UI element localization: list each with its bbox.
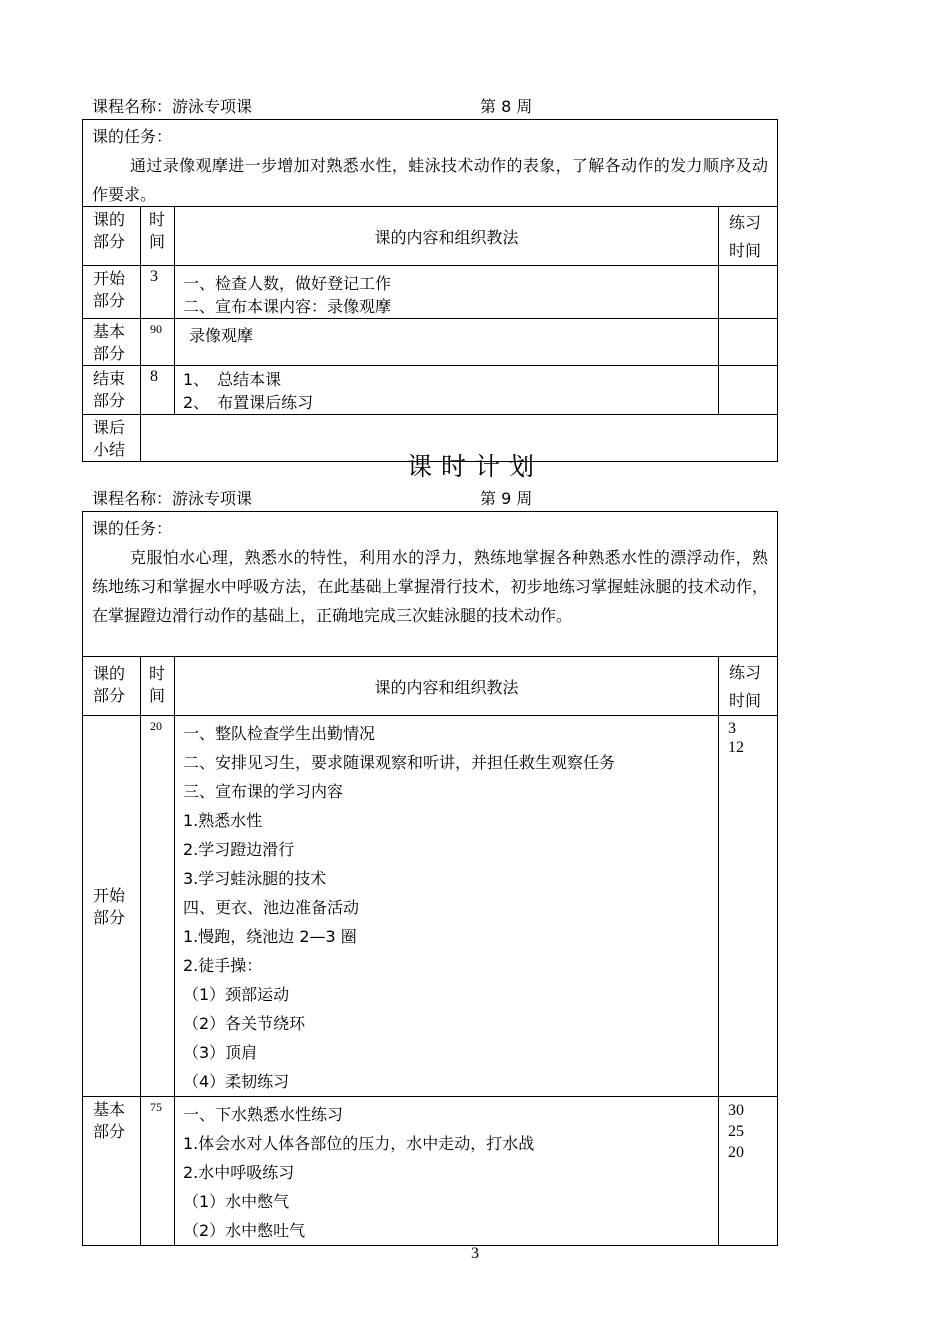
row-content: 一、检查人数，做好登记工作 二、宣布本课内容：录像观摩 <box>175 266 719 319</box>
head-time: 时 间 <box>141 207 175 266</box>
table-header-row <box>83 207 778 266</box>
head-content: 课的内容和组织教法 <box>175 207 719 266</box>
row-time: 20 <box>141 716 175 1097</box>
row-practice: 3 12 <box>719 716 778 1097</box>
task-box-week9 <box>82 511 778 657</box>
head-content: 课的内容和组织教法 <box>175 657 719 716</box>
course-name-week8: 课程名称：游泳专项课 <box>92 97 253 116</box>
table-row <box>83 266 778 319</box>
page-number: 3 <box>471 1245 479 1262</box>
head-practice: 练习 时间 <box>719 207 778 266</box>
table-row <box>83 366 778 415</box>
row-content: 一、下水熟悉水性练习 1.体会水对人体各部位的压力，水中走动，打水战 2.水中呼吸练习 （1）水中憋气 （2）水中憋吐气 <box>175 1097 719 1246</box>
row-practice <box>719 319 778 366</box>
row-practice <box>719 366 778 415</box>
head-time: 时 间 <box>141 657 175 716</box>
lesson-table-week8 <box>82 206 778 462</box>
row-content: 录像观摩 <box>175 319 719 366</box>
course-name-week9: 课程名称：游泳专项课 <box>92 489 253 508</box>
task-text: 克服怕水心理，熟悉水的特性，利用水的浮力，熟练地掌握各种熟悉水性的漂浮动作，熟练地练习和掌握水中呼吸方法，在此基础上掌握滑行技术，初步地练习掌握蛙泳腿的技术动作，在掌握蹬边滑行动作的基础上，正确地完成三次蛙泳腿的技术动作。 <box>92 548 768 625</box>
task-text: 通过录像观摩进一步增加对熟悉水性，蛙泳技术动作的表象，了解各动作的发力顺序及动作要求。 <box>92 156 768 204</box>
row-part: 开始 部分 <box>83 266 141 319</box>
row-practice <box>719 266 778 319</box>
row-time: 3 <box>141 266 175 319</box>
table-row-basic <box>83 1097 778 1246</box>
task-box-week8 <box>82 119 778 207</box>
row-content: 一、整队检查学生出勤情况 二、安排见习生，要求随课观察和听讲，并担任救生观察任务 三、宣布课的学习内容 1.熟悉水性 2.学习蹬边滑行 3.学习蛙泳腿的技术 四、更衣、池边准备活动 1.慢跑，绕池边 2—3 圈 2.徒手操： （1）颈部运动 （2）各关节绕环 （3）顶肩 （4）柔韧练习 <box>175 716 719 1097</box>
head-part: 课的 部分 <box>83 207 141 266</box>
row-practice: 30 25 20 <box>719 1097 778 1246</box>
row-time: 8 <box>141 366 175 415</box>
row-part: 开始 部分 <box>83 716 141 1097</box>
head-part: 课的 部分 <box>83 657 141 716</box>
row-part: 结束 部分 <box>83 366 141 415</box>
lesson-table-week9 <box>82 656 778 1246</box>
row-part: 基本 部分 <box>83 1097 141 1246</box>
row-part: 基本 部分 <box>83 319 141 366</box>
head-practice: 练习 时间 <box>719 657 778 716</box>
table-row-start <box>83 716 778 1097</box>
plan-title: 课时计划 <box>406 452 543 481</box>
table-header-row <box>83 657 778 716</box>
summary-label: 课后 小结 <box>83 415 141 462</box>
row-time: 75 <box>141 1097 175 1246</box>
week-label-9: 第 9 周 <box>480 489 533 508</box>
row-content: 1、 总结本课 2、 布置课后练习 <box>175 366 719 415</box>
task-title: 课的任务： <box>92 127 173 146</box>
task-title: 课的任务： <box>92 519 173 538</box>
table-row <box>83 319 778 366</box>
week-label-8: 第 8 周 <box>480 97 533 116</box>
row-time: 90 <box>141 319 175 366</box>
